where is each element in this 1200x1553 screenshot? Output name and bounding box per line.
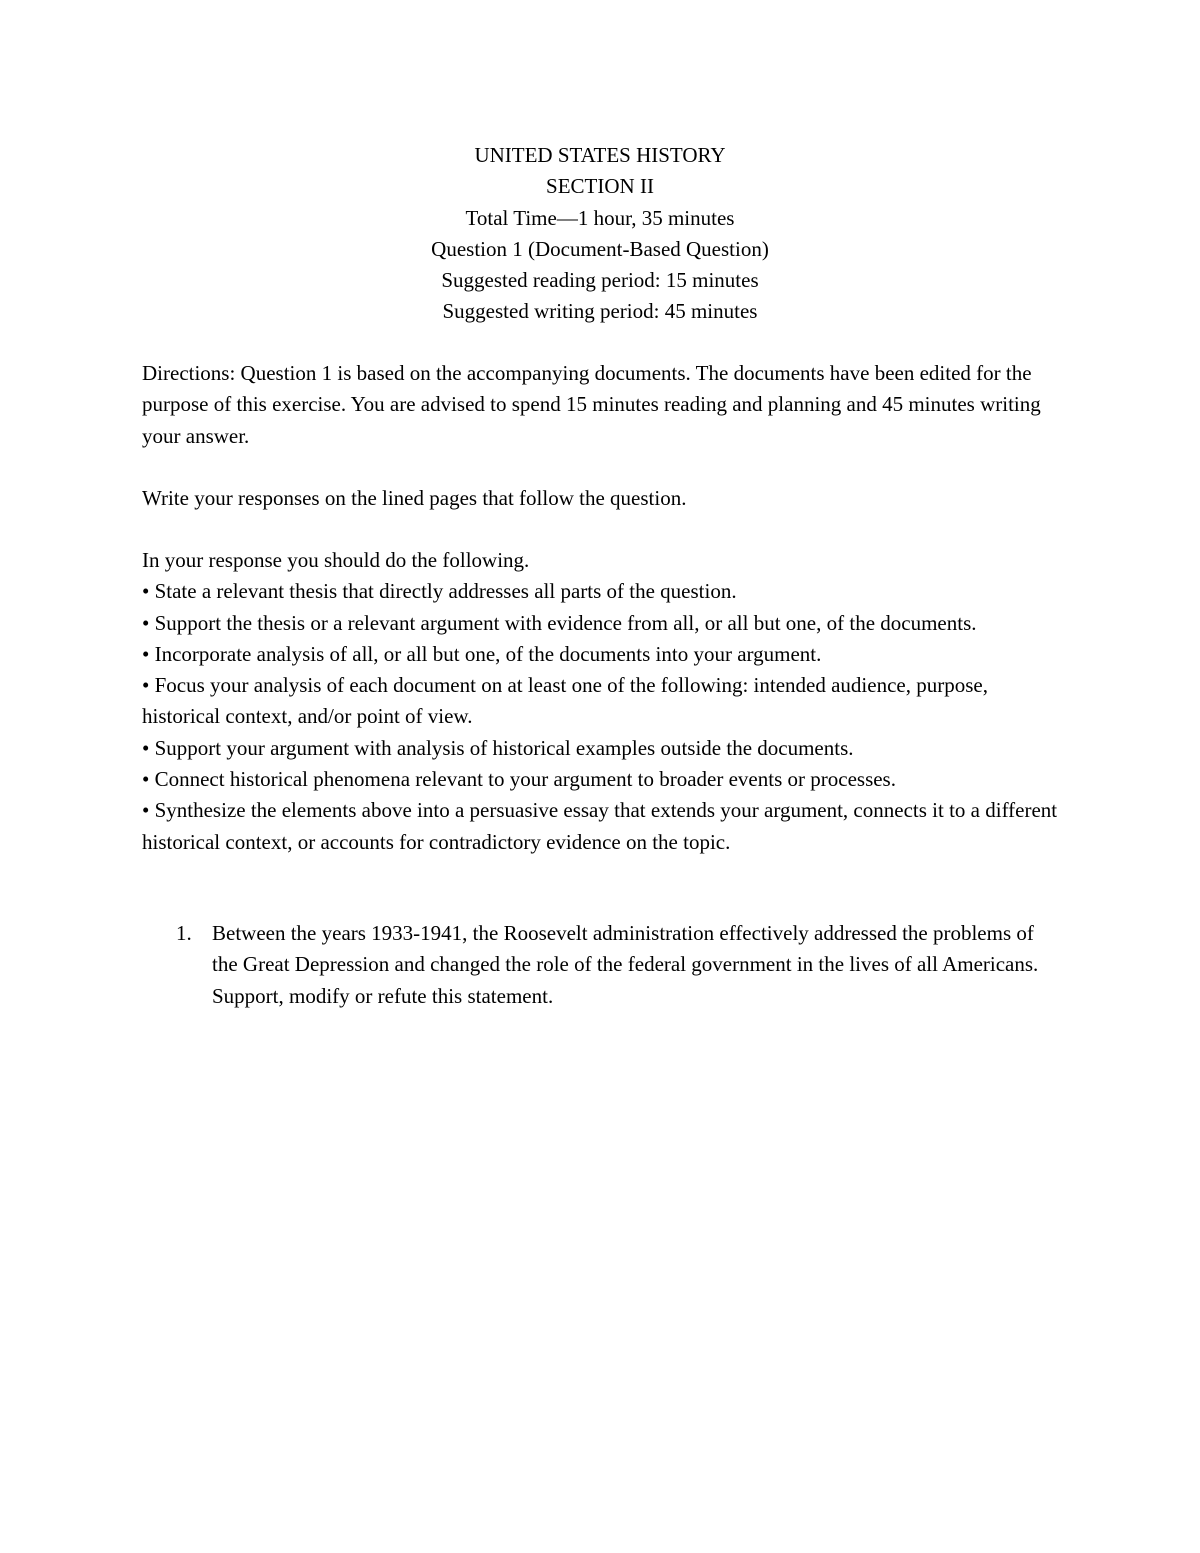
response-instructions [142,545,1062,858]
question-number: 1. [176,921,192,945]
write-note-paragraph: Write your responses on the lined pages that follow the question. [142,486,687,510]
instructions-intro: In your response you should do the following. [142,548,530,572]
instruction-bullet: • Incorporate analysis of all, or all but one, of the documents into your argument. [142,641,822,666]
question-item [176,918,1056,1012]
instruction-bullet: • Connect historical phenomena relevant to your argument to broader events or processes. [142,767,896,792]
question-text: Between the years 1933-1941, the Roosevelt administration effectively addressed the problems of the Great Depression and changed the role of the federal government in the lives of all Americans. Support, modify or refute this statement. [212,921,1039,1008]
directions-paragraph: Directions: Question 1 is based on the accompanying documents. The documents have been edited for the purpose of this exercise. You are advised to spend 15 minutes reading and planning and 45 minutes writing your answer. [142,361,1041,448]
exam-subject-title: UNITED STATES HISTORY [474,143,726,167]
instruction-bullet: • Support the thesis or a relevant argument with evidence from all, or all but one, of the documents. [142,610,977,635]
reading-period: Suggested reading period: 15 minutes [441,268,759,293]
section-label: SECTION II [546,174,654,199]
instruction-bullet: • Synthesize the elements above into a persuasive essay that extends your argument, connects it to a different historical context, or accounts for contradictory evidence on the topic. [142,798,1058,854]
instruction-bullet: • Support your argument with analysis of historical examples outside the documents. [142,735,854,760]
writing-period: Suggested writing period: 45 minutes [442,299,758,324]
instruction-bullet: • Focus your analysis of each document on at least one of the following: intended audience, purpose, historical context, and/or point of view. [142,673,988,729]
exam-header [0,140,1200,328]
instruction-bullet: • State a relevant thesis that directly addresses all parts of the question. [142,579,737,604]
total-time: Total Time—1 hour, 35 minutes [465,205,735,230]
question-type: Question 1 (Document-Based Question) [431,236,769,261]
